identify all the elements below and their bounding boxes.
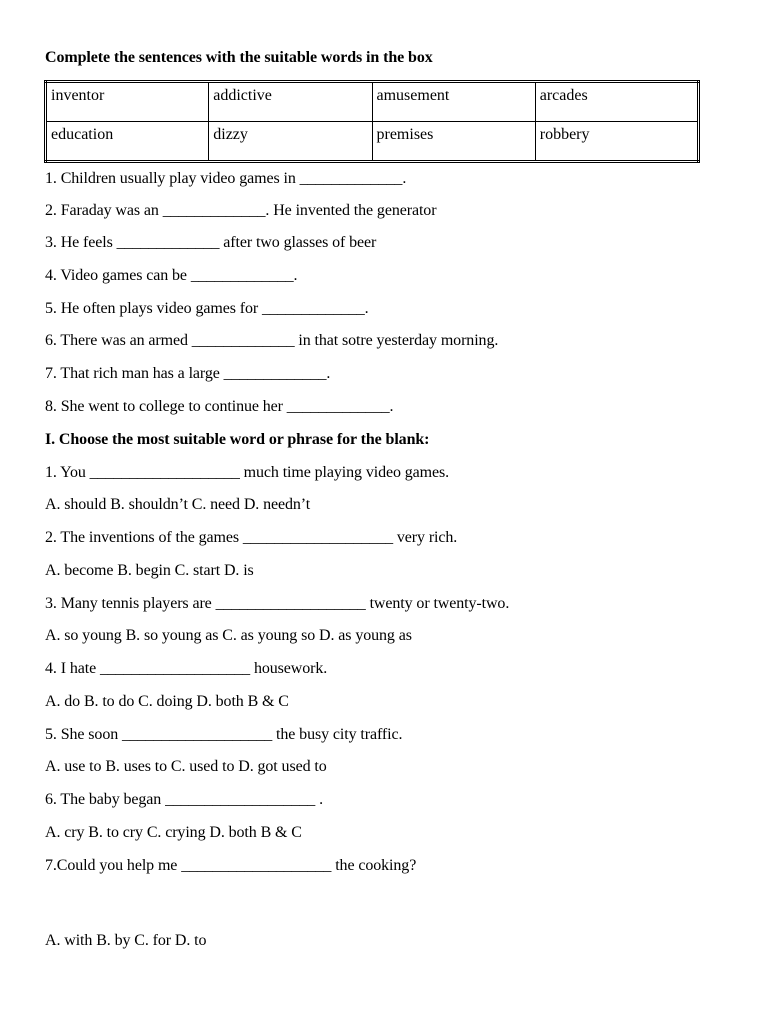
question-3-options: A. so young B. so young as C. as young so D. as young as [45, 627, 412, 644]
sentence-6: 6. There was an armed _____________ in that sotre yesterday morning. [45, 332, 499, 349]
word-cell: addictive [209, 82, 372, 122]
question-6: 6. The baby began ___________________ . [45, 791, 323, 808]
sentence-5: 5. He often plays video games for _____________. [45, 300, 369, 317]
word-cell: amusement [372, 82, 535, 122]
question-4-options: A. do B. to do C. doing D. both B & C [45, 693, 289, 710]
question-3: 3. Many tennis players are ___________________ twenty or twenty-two. [45, 595, 510, 612]
question-7-options: A. with B. by C. for D. to [45, 932, 207, 949]
sentence-7: 7. That rich man has a large _____________. [45, 365, 331, 382]
sentence-2: 2. Faraday was an _____________. He invented the generator [45, 202, 437, 219]
word-cell: education [46, 122, 209, 162]
question-2: 2. The inventions of the games ___________________ very rich. [45, 529, 458, 546]
word-cell: inventor [46, 82, 209, 122]
word-cell: premises [372, 122, 535, 162]
question-6-options: A. cry B. to cry C. crying D. both B & C [45, 824, 302, 841]
word-cell: arcades [535, 82, 698, 122]
question-2-options: A. become B. begin C. start D. is [45, 562, 254, 579]
section-heading: I. Choose the most suitable word or phrase for the blank: [45, 431, 430, 448]
question-5-options: A. use to B. uses to C. used to D. got used to [45, 758, 327, 775]
question-1-options: A. should B. shouldn’t C. need D. needn’t [45, 496, 311, 513]
word-cell: dizzy [209, 122, 372, 162]
sentence-1: 1. Children usually play video games in _____________. [45, 170, 407, 187]
word-cell: robbery [535, 122, 698, 162]
word-box-row [46, 122, 699, 162]
question-1: 1. You ___________________ much time playing video games. [45, 464, 450, 481]
word-box-row [46, 82, 699, 122]
sentence-4: 4. Video games can be _____________. [45, 267, 298, 284]
sentence-8: 8. She went to college to continue her _____________. [45, 398, 394, 415]
instruction-heading: Complete the sentences with the suitable words in the box [45, 49, 433, 66]
question-4: 4. I hate ___________________ housework. [45, 660, 328, 677]
sentence-3: 3. He feels _____________ after two glasses of beer [45, 234, 377, 251]
question-7: 7.Could you help me ___________________ the cooking? [45, 857, 417, 874]
word-box-table [44, 80, 700, 163]
question-5: 5. She soon ___________________ the busy city traffic. [45, 726, 403, 743]
